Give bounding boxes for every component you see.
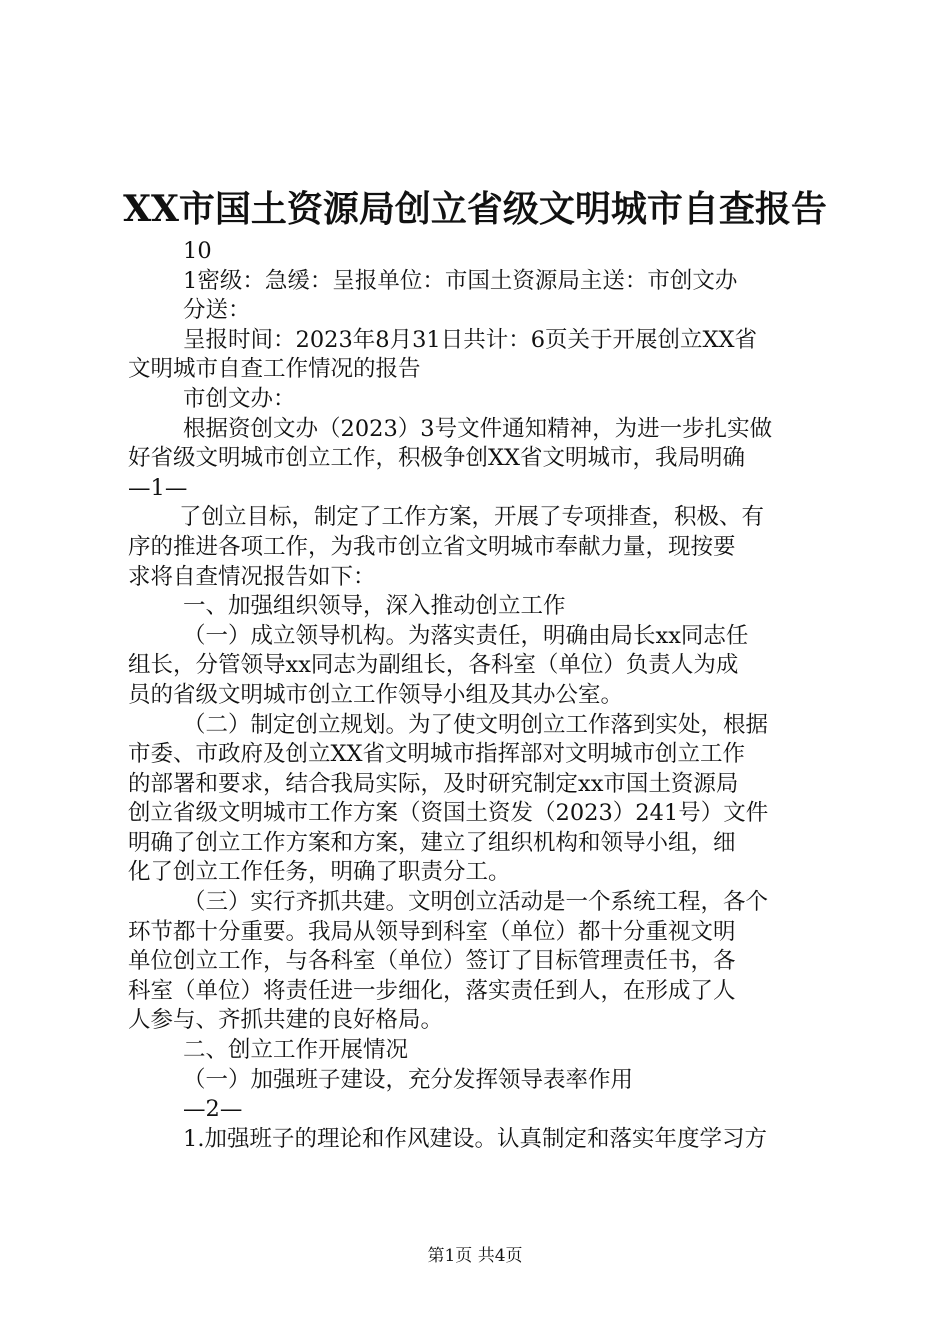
text-line: 求将自查情况报告如下： <box>128 563 376 590</box>
text-line: 好省级文明城市创立工作，积极争创XX省文明城市，我局明确 <box>128 445 746 472</box>
text-line: （二）制定创立规划。为了使文明创立工作落到实处，根据 <box>183 711 769 738</box>
page-marker: —1— <box>128 474 188 501</box>
section-heading: 二、创立工作开展情况 <box>183 1037 409 1064</box>
text-line: 10 <box>183 238 212 264</box>
text-line: 的部署和要求，结合我局实际，及时研究制定xx市国土资源局 <box>128 770 739 797</box>
text-line: 呈报时间：2023年8月31日共计：6页关于开展创立XX省 <box>183 326 758 353</box>
document-body <box>128 237 832 1154</box>
text-line: 序的推进各项工作，为我市创立省文明城市奉献力量，现按要 <box>128 533 736 560</box>
text-line: 组长，分管领导xx同志为副组长，各科室（单位）负责人为成 <box>128 652 739 679</box>
text-line: 创立省级文明城市工作方案（资国土资发（2023）241号）文件 <box>128 800 769 827</box>
text-line: 市创文办： <box>183 385 296 412</box>
text-line: 1.加强班子的理论和作风建设。认真制定和落实年度学习方 <box>183 1125 767 1152</box>
subsection-heading: （一）加强班子建设，充分发挥领导表率作用 <box>183 1066 634 1093</box>
text-line: （三）实行齐抓共建。文明创立活动是一个系统工程，各个 <box>183 889 769 916</box>
text-line: 分送： <box>183 297 251 324</box>
page-footer: 第1页 共4页 <box>427 1246 523 1266</box>
text-line: 环节都十分重要。我局从领导到科室（单位）都十分重视文明 <box>128 918 736 945</box>
text-line: 化了创立工作任务，明确了职责分工。 <box>128 859 511 886</box>
page-marker: —2— <box>183 1096 243 1123</box>
text-line: （一）成立领导机构。为落实责任，明确由局长xx同志任 <box>183 622 749 649</box>
text-line: 根据资创文办（2023）3号文件通知精神，为进一步扎实做 <box>183 415 773 442</box>
text-line: 明确了创立工作方案和方案，建立了组织机构和领导小组，细 <box>128 829 736 856</box>
section-heading: 一、加强组织领导，深入推动创立工作 <box>183 593 566 620</box>
text-line: 科室（单位）将责任进一步细化，落实责任到人，在形成了人 <box>128 977 736 1004</box>
text-line: 文明城市自查工作情况的报告 <box>128 356 421 383</box>
text-line: 员的省级文明城市创立工作领导小组及其办公室。 <box>128 681 624 708</box>
text-line: 单位创立工作，与各科室（单位）签订了目标管理责任书，各 <box>128 948 736 975</box>
text-line: 人参与、齐抓共建的良好格局。 <box>128 1007 444 1034</box>
text-line: 市委、市政府及创立XX省文明城市指挥部对文明城市创立工作 <box>128 741 746 768</box>
document-title: XX市国土资源局创立省级文明城市自查报告 <box>123 188 827 230</box>
text-line: 1密级：急缓：呈报单位：市国土资源局主送：市创文办 <box>183 267 738 294</box>
text-line: 了创立目标，制定了工作方案，开展了专项排查，积极、有 <box>179 504 765 531</box>
